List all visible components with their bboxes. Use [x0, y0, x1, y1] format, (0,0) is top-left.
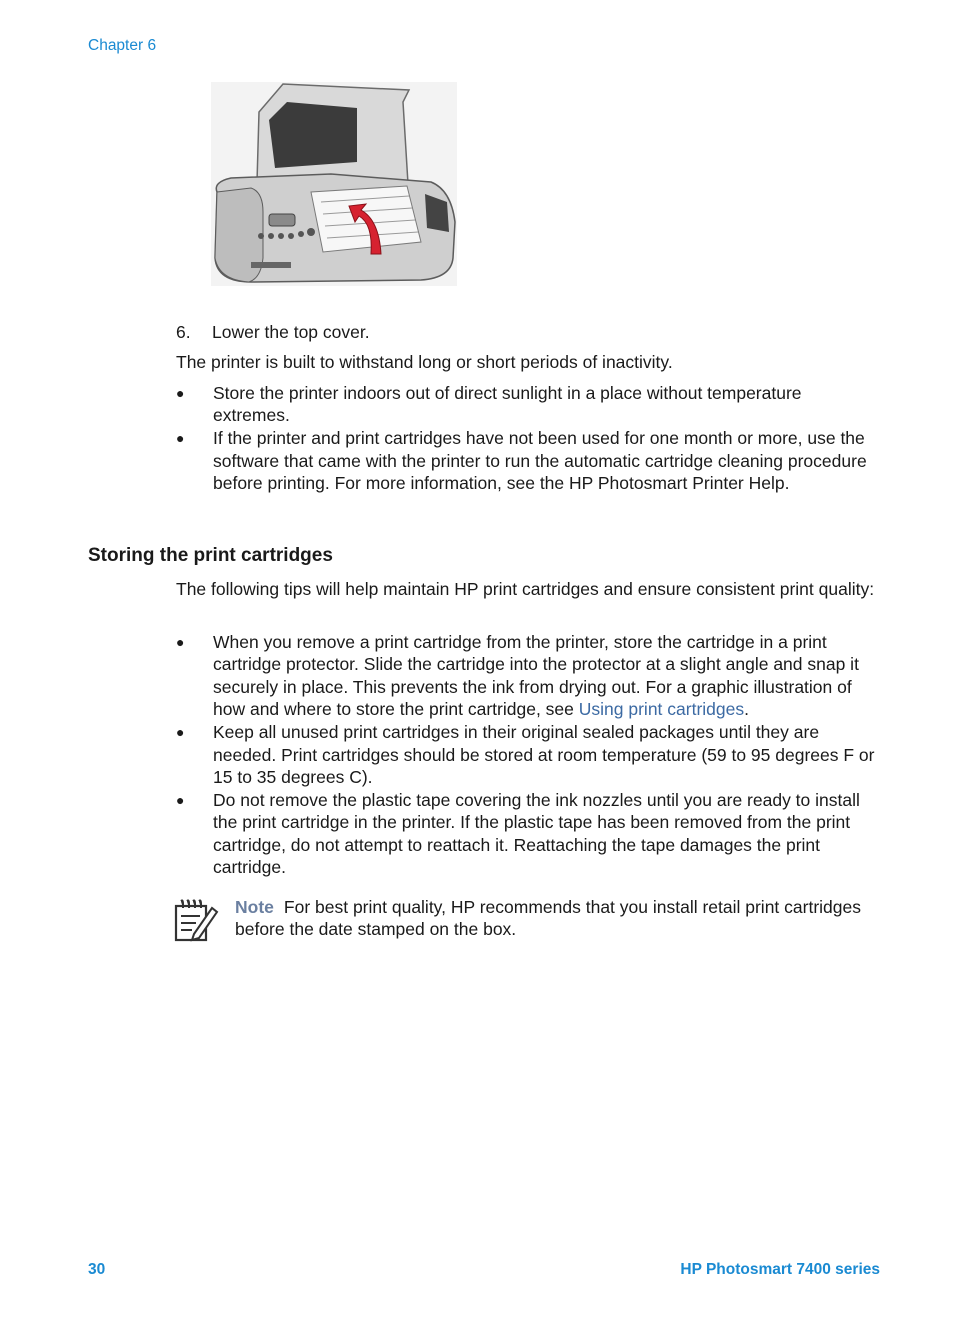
step-number: 6.: [176, 322, 191, 342]
list-item: ● When you remove a print cartridge from the printer, store the cartridge in a print cartridge protector. Slide the cartridge into the protector at a slight angle and snap it securely in place. This prevents the ink from drying out. For a graphic illustration of how and where to store the print cartridge, see Using print cartridges.: [176, 632, 859, 720]
printer-illustration: [211, 82, 457, 286]
bullet-icon: ●: [176, 385, 185, 401]
bullet-icon: ●: [176, 791, 185, 808]
note-text: For best print quality, HP recommends that you install retail print cartridges before the date stamped on the box.: [235, 897, 861, 940]
list-item: ● If the printer and print cartridges have not been used for one month or more, use the software that came with the printer to run the automatic cartridge cleaning procedure before printing. For more information, see the HP Photosmart Printer Help.: [176, 428, 867, 494]
bullet-icon: ●: [176, 634, 185, 650]
note-label: Note: [235, 897, 274, 917]
chapter-label: Chapter 6: [88, 37, 157, 54]
section-intro: The following tips will help maintain HP print cartridges and ensure consistent print quality:: [176, 579, 875, 599]
step-text: Lower the top cover.: [212, 322, 370, 342]
page-number: 30: [88, 1261, 106, 1278]
storage-bullet-list: [176, 382, 876, 495]
cartridge-bullet-list: [176, 631, 876, 879]
note: [235, 896, 875, 941]
step-6: [176, 321, 876, 343]
list-item: ● Do not remove the plastic tape covering the ink nozzles until you are ready to install the print cartridge in the printer. If the plastic tape has been removed from the print cartridge, do not attempt to reattach it. Reattaching the tape damages the print cartridge.: [176, 789, 860, 878]
note-pad-icon: [172, 898, 220, 944]
bullet-icon: ●: [176, 724, 185, 741]
product-name: HP Photosmart 7400 series: [680, 1261, 880, 1278]
inactivity-paragraph: The printer is built to withstand long or short periods of inactivity.: [176, 352, 673, 372]
using-print-cartridges-link[interactable]: Using print cartridges: [578, 699, 745, 720]
list-item: ● Store the printer indoors out of direct sunlight in a place without temperature extremes.: [176, 383, 802, 426]
list-item: ● Keep all unused print cartridges in their original sealed packages until they are needed. Print cartridges should be stored at room temperature (59 to 95 degrees F or 15 to 35 degrees C).: [176, 722, 875, 787]
section-heading: Storing the print cartridges: [88, 545, 333, 566]
bullet-icon: ●: [176, 430, 185, 447]
